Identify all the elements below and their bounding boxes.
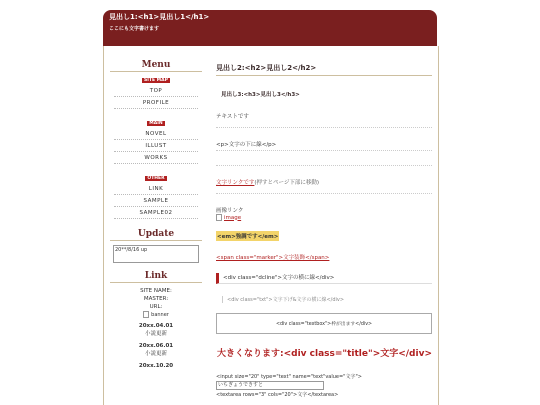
site-title: 見出し1:<h1>見出し1</h1> bbox=[109, 13, 210, 21]
marker-sample: <span class="marker">文字装飾</span> bbox=[216, 255, 330, 261]
page-body bbox=[103, 46, 439, 405]
indent-sample: <div class="txt">文字下げ&文字の横に線</div> bbox=[222, 296, 432, 303]
broken-image-icon bbox=[216, 214, 222, 221]
category-other: OTHER bbox=[147, 176, 165, 181]
link-heading: Link bbox=[110, 271, 202, 283]
category-sitemap: SITE MAP bbox=[144, 78, 168, 83]
news-date-2: 20xx.06.01 bbox=[138, 343, 174, 349]
news-date-1: 20xx.04.01 bbox=[138, 323, 174, 329]
news-text-1: 小説更新 bbox=[144, 331, 167, 337]
sidebar-link-works[interactable]: WORKS bbox=[114, 154, 198, 164]
site-subtitle: ここにも文字書けます bbox=[109, 26, 160, 32]
link-note: (押すとページ下部に移動) bbox=[254, 180, 320, 186]
category-main: MAIN bbox=[149, 121, 163, 126]
sidebar-link-link[interactable]: LINK bbox=[114, 185, 198, 195]
heading-h3: 見出し3:<h3>見出し3</h3> bbox=[221, 92, 300, 98]
dotted-divider bbox=[216, 189, 432, 194]
heading-h2: 見出し2:<h2>見出し2</h2> bbox=[216, 63, 432, 76]
site-name-label: SITE NAME: bbox=[140, 288, 172, 294]
textarea-code: <textarea rows="3" cols="20">文字</textarea> bbox=[216, 392, 339, 398]
input-code: <input size="20" type="text" name="text"value="文字"> bbox=[216, 374, 362, 380]
news-text-2: 小説更新 bbox=[144, 351, 167, 357]
dcline-sample: <div class="dcline">文字の横に線</div> bbox=[216, 273, 432, 284]
image-link-label: 画像リンク bbox=[216, 208, 244, 214]
banner-alt: banner bbox=[151, 311, 169, 318]
text-link[interactable]: 文字リンクです bbox=[216, 180, 255, 186]
text-input[interactable]: いちぎょうできすと bbox=[216, 381, 324, 390]
big-title-sample: 大きくなります:<div class="title">文字</div> bbox=[217, 349, 432, 359]
banner-image[interactable] bbox=[110, 311, 202, 318]
update-heading: Update bbox=[110, 229, 202, 241]
sidebar-link-profile[interactable]: PROFILE bbox=[114, 99, 198, 109]
paragraph-underline: <p>文字の下に線</p> bbox=[216, 140, 432, 151]
broken-image-icon bbox=[143, 311, 149, 318]
update-textarea[interactable]: 20**/8/16 up bbox=[113, 245, 199, 263]
link-row bbox=[216, 178, 432, 186]
sidebar bbox=[110, 60, 202, 370]
dotted-divider bbox=[216, 123, 432, 128]
emphasis-sample: <em>強調です</em> bbox=[216, 231, 279, 241]
sidebar-link-sample02[interactable]: SAMPLE02 bbox=[114, 209, 198, 219]
site-header bbox=[103, 10, 437, 46]
sidebar-link-illust[interactable]: ILLUST bbox=[114, 142, 198, 152]
news-date-3: 20xx.10.20 bbox=[138, 363, 174, 369]
sidebar-link-novel[interactable]: NOVEL bbox=[114, 130, 198, 140]
main-content bbox=[216, 63, 432, 399]
image-alt: image bbox=[224, 214, 242, 221]
body-text: テキストです bbox=[216, 114, 249, 120]
sidebar-link-sample[interactable]: SAMPLE bbox=[114, 197, 198, 207]
menu-heading: Menu bbox=[110, 60, 202, 72]
master-label: MASTER: bbox=[143, 296, 169, 302]
url-label: URL: bbox=[149, 304, 163, 310]
image-link[interactable] bbox=[216, 214, 432, 221]
textbox-sample: <div class="textbox">枠が出ます</div> bbox=[216, 313, 432, 334]
dotted-divider bbox=[216, 161, 432, 166]
sidebar-link-top[interactable]: TOP bbox=[114, 87, 198, 97]
